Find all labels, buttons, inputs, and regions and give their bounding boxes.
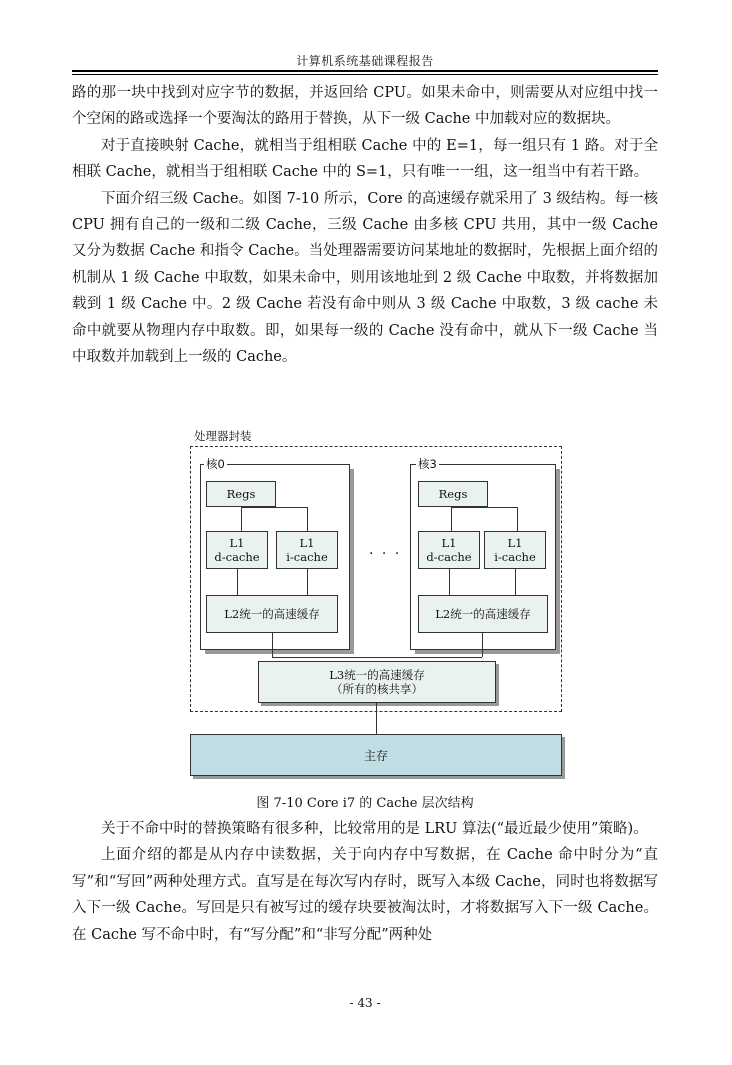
core-0-l2-cache: L2统一的高速缓存 xyxy=(206,595,338,633)
l3-shared-cache: L3统一的高速缓存 （所有的核共享） xyxy=(258,661,496,703)
paragraph: 上面介绍的都是从内存中读数据，关于向内存中写数据，在 Cache 命中时分为“直写”和“写回”两种处理方式。直写是在每次写内存时，既写入本级 Cache，同时也将数据写入下一级 Cache。写回是只有被写过的缓存块要被淘汰时，才将数据写入下一级 Cache。在 Cache 写不命中时，有“写分配”和“非写分配”两种处 xyxy=(72,847,658,943)
paragraph: 关于不命中时的替换策略有很多种，比较常用的是 LRU 算法(“最近最少使用”策略)。 xyxy=(101,821,648,837)
connector xyxy=(307,569,308,595)
connector xyxy=(482,633,483,657)
core-0-label: 核0 xyxy=(206,457,225,471)
figure-caption: 图 7-10 Core i7 的 Cache 层次结构 xyxy=(256,796,474,811)
cache-hierarchy-figure xyxy=(186,428,566,778)
connector xyxy=(515,569,516,595)
connector xyxy=(451,507,517,508)
core-3-l1-dcache: L1 d-cache xyxy=(418,531,480,569)
core-3-l1-icache: L1 i-cache xyxy=(484,531,546,569)
more-cores-ellipsis: · · · xyxy=(369,546,402,562)
connector xyxy=(307,507,308,531)
body-text-bottom xyxy=(72,816,658,948)
connector xyxy=(241,507,242,531)
connector xyxy=(517,507,518,531)
header-rule-thick xyxy=(72,70,658,72)
connector xyxy=(237,569,238,595)
connector xyxy=(451,507,452,531)
main-memory: 主存 xyxy=(190,734,562,776)
page-number: - 43 - xyxy=(349,996,381,1010)
header-rule-thin xyxy=(72,74,658,75)
core-0-l1-dcache: L1 d-cache xyxy=(206,531,268,569)
core-3-label: 核3 xyxy=(418,457,437,471)
connector xyxy=(449,569,450,595)
paragraph: 对于直接映射 Cache，就相当于组相联 Cache 中的 E=1，每一组只有 1 路。对于全相联 Cache，就相当于组相联 Cache 中的 S=1，只有唯一一组，这一组当中有若干路。 xyxy=(72,137,658,181)
connector xyxy=(272,657,482,658)
page-header: 计算机系统基础课程报告 xyxy=(296,54,434,68)
paragraph: 路的那一块中找到对应字节的数据，并返回给 CPU。如果未命中，则需要从对应组中找一个空闲的路或选择一个要淘汰的路用于替换，从下一级 Cache 中加载对应的数据块。 xyxy=(72,85,658,128)
paragraph: 下面介绍三级 Cache。如图 7-10 所示，Core 的高速缓存就采用了 3 级结构。每一核 CPU 拥有自己的一级和二级 Cache，三级 Cache 由多核 CPU 共用，其中一级 Cache 又分为数据 Cache 和指令 Cache。当处理器需要访问某地址的数据时，先根据上面介绍的机制从 1 级 Cache 中取数，如果未命中，则用该地址到 2 级 Cache 中取数，并将数据加载到 1 级 Cache 中。2 级 Cache 若没有命中则从 3 级 Cache 中取数，3 级 cache 未命中就要从物理内存中取数。即，如果每一级的 Cache 没有命中，就从下一级 Cache 当中取数并加载到上一级的 Cache。 xyxy=(72,190,658,366)
package-label: 处理器封装 xyxy=(194,429,252,443)
body-text-top xyxy=(72,80,658,370)
connector xyxy=(272,633,273,657)
core-0-l1-icache: L1 i-cache xyxy=(276,531,338,569)
core-3-l2-cache: L2统一的高速缓存 xyxy=(418,595,548,633)
connector xyxy=(376,703,377,734)
core-3-regs: Regs xyxy=(418,481,488,507)
connector xyxy=(241,507,307,508)
core-0-regs: Regs xyxy=(206,481,276,507)
